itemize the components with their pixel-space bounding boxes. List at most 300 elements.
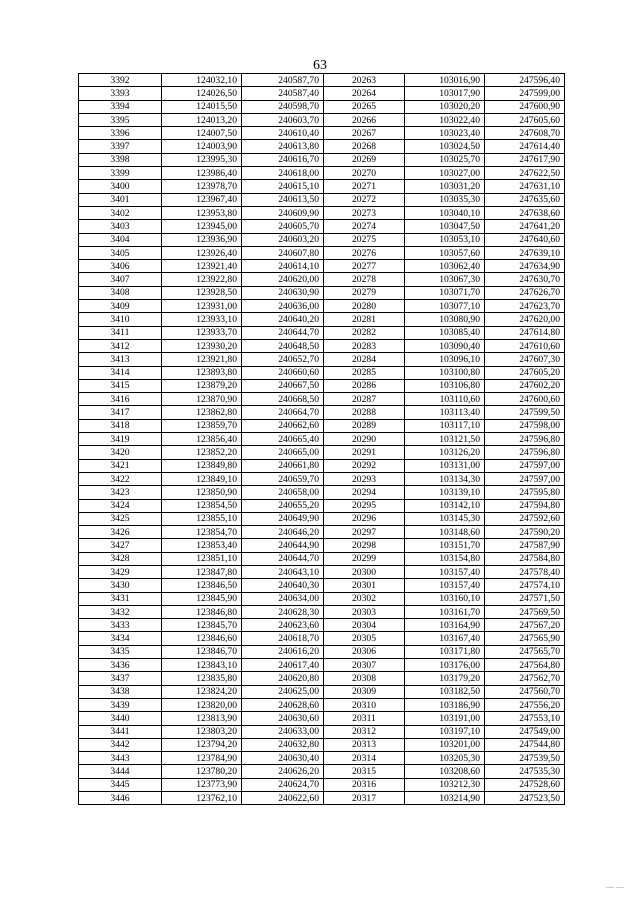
point-number-cell: 3401: [79, 193, 162, 206]
coordinate-cell: 103022,40: [405, 113, 485, 126]
coordinate-cell: 103023,40: [405, 127, 485, 140]
coordinate-cell: 247578,40: [485, 565, 565, 578]
coordinate-cell: 123847,80: [162, 565, 242, 578]
coordinate-cell: 123936,90: [162, 233, 242, 246]
coordinate-cell: 247594,80: [485, 499, 565, 512]
coordinate-cell: 123846,50: [162, 579, 242, 592]
coordinate-cell: 123846,60: [162, 632, 242, 645]
coordinate-cell: 123931,00: [162, 300, 242, 313]
point-number-cell: 3392: [79, 74, 162, 87]
coordinate-cell: 103186,90: [405, 698, 485, 711]
coordinate-cell: 123870,90: [162, 393, 242, 406]
coordinate-cell: 240668,50: [242, 393, 324, 406]
coordinate-cell: 123933,70: [162, 326, 242, 339]
coordinate-cell: 123845,90: [162, 592, 242, 605]
coordinate-cell: 103142,10: [405, 499, 485, 512]
coordinate-cell: 240667,50: [242, 379, 324, 392]
coordinate-cell: 123921,80: [162, 353, 242, 366]
coordinate-cell: 240616,20: [242, 645, 324, 658]
point-number-cell: 3418: [79, 419, 162, 432]
coordinate-cell: 103035,30: [405, 193, 485, 206]
coordinate-cell: 247638,60: [485, 206, 565, 219]
coordinate-cell: 240598,70: [242, 100, 324, 113]
coordinate-cell: 247607,30: [485, 353, 565, 366]
coordinate-cell: 123803,20: [162, 725, 242, 738]
point-number-cell: 20274: [324, 220, 405, 233]
table-row: [79, 698, 565, 711]
table-row: [79, 260, 565, 273]
point-number-cell: 3403: [79, 220, 162, 233]
coordinate-cell: 247599,00: [485, 87, 565, 100]
coordinate-cell: 123928,50: [162, 286, 242, 299]
point-number-cell: 3445: [79, 778, 162, 791]
coordinate-cell: 103121,50: [405, 433, 485, 446]
coordinate-cell: 124026,50: [162, 87, 242, 100]
coordinate-cell: 240646,20: [242, 526, 324, 539]
coordinate-cell: 247596,80: [485, 433, 565, 446]
corner-mark: — —: [606, 882, 624, 891]
coordinate-cell: 247596,80: [485, 446, 565, 459]
table-row: [79, 353, 565, 366]
coordinate-cell: 240624,70: [242, 778, 324, 791]
coordinate-cell: 103151,70: [405, 539, 485, 552]
coordinate-cell: 124007,50: [162, 127, 242, 140]
point-number-cell: 3434: [79, 632, 162, 645]
coordinate-cell: 124003,90: [162, 140, 242, 153]
point-number-cell: 20313: [324, 738, 405, 751]
coordinate-cell: 103179,20: [405, 672, 485, 685]
table-row: [79, 313, 565, 326]
coordinate-cell: 123846,80: [162, 605, 242, 618]
coordinate-cell: 123824,20: [162, 685, 242, 698]
point-number-cell: 20288: [324, 406, 405, 419]
point-number-cell: 3402: [79, 206, 162, 219]
table-row: [79, 765, 565, 778]
point-number-cell: 3426: [79, 526, 162, 539]
coordinate-cell: 240640,30: [242, 579, 324, 592]
table-row: [79, 645, 565, 658]
coordinate-cell: 247597,00: [485, 459, 565, 472]
table-row: [79, 778, 565, 791]
point-number-cell: 20305: [324, 632, 405, 645]
point-number-cell: 3420: [79, 446, 162, 459]
coordinate-cell: 103025,70: [405, 153, 485, 166]
table-row: [79, 180, 565, 193]
coordinate-cell: 247614,40: [485, 140, 565, 153]
point-number-cell: 20314: [324, 752, 405, 765]
coordinate-cell: 103167,40: [405, 632, 485, 645]
point-number-cell: 3442: [79, 738, 162, 751]
table-row: [79, 127, 565, 140]
point-number-cell: 3435: [79, 645, 162, 658]
point-number-cell: 3444: [79, 765, 162, 778]
coordinate-cell: 247574,10: [485, 579, 565, 592]
coordinate-cell: 103077,10: [405, 300, 485, 313]
point-number-cell: 3430: [79, 579, 162, 592]
coordinate-cell: 103110,60: [405, 393, 485, 406]
coordinate-cell: 247623,70: [485, 300, 565, 313]
coordinate-cell: 240644,70: [242, 326, 324, 339]
coordinate-cell: 247560,70: [485, 685, 565, 698]
coordinate-cell: 123856,40: [162, 433, 242, 446]
point-number-cell: 3407: [79, 273, 162, 286]
coordinate-cell: 240626,20: [242, 765, 324, 778]
coordinate-cell: 123845,70: [162, 619, 242, 632]
coordinate-cell: 123762,10: [162, 792, 242, 805]
coordinate-cell: 123813,90: [162, 712, 242, 725]
coordinate-cell: 123859,70: [162, 419, 242, 432]
coordinate-cell: 123849,10: [162, 472, 242, 485]
coordinate-cell: 123850,90: [162, 486, 242, 499]
table-row: [79, 659, 565, 672]
coordinate-cell: 103154,80: [405, 552, 485, 565]
coordinate-cell: 123849,80: [162, 459, 242, 472]
coordinate-cell: 103139,10: [405, 486, 485, 499]
table-row: [79, 752, 565, 765]
coordinate-cell: 247564,80: [485, 659, 565, 672]
coordinate-cell: 247562,70: [485, 672, 565, 685]
table-row: [79, 486, 565, 499]
point-number-cell: 20281: [324, 313, 405, 326]
point-number-cell: 3425: [79, 512, 162, 525]
coordinate-cell: 247614,80: [485, 326, 565, 339]
point-number-cell: 3400: [79, 180, 162, 193]
coordinate-cell: 240620,80: [242, 672, 324, 685]
coordinate-cell: 123854,70: [162, 526, 242, 539]
coordinate-cell: 240649,90: [242, 512, 324, 525]
point-number-cell: 20289: [324, 419, 405, 432]
point-number-cell: 20310: [324, 698, 405, 711]
coordinate-cell: 103161,70: [405, 605, 485, 618]
coordinate-cell: 247641,20: [485, 220, 565, 233]
point-number-cell: 20283: [324, 339, 405, 352]
point-number-cell: 20279: [324, 286, 405, 299]
coordinate-cell: 240614,10: [242, 260, 324, 273]
coordinate-cell: 123854,50: [162, 499, 242, 512]
table-row: [79, 499, 565, 512]
coordinate-cell: 123846,70: [162, 645, 242, 658]
table-row: [79, 167, 565, 180]
point-number-cell: 3422: [79, 472, 162, 485]
table-row: [79, 366, 565, 379]
table-row: [79, 140, 565, 153]
coordinate-cell: 124013,20: [162, 113, 242, 126]
coordinate-cell: 240587,70: [242, 74, 324, 87]
table-row: [79, 552, 565, 565]
coordinate-cell: 103157,40: [405, 565, 485, 578]
coordinate-cell: 247626,70: [485, 286, 565, 299]
coordinate-cell: 103212,30: [405, 778, 485, 791]
coordinate-cell: 247610,60: [485, 339, 565, 352]
coordinate-cell: 247605,20: [485, 366, 565, 379]
coordinate-cell: 240655,20: [242, 499, 324, 512]
coordinate-cell: 240622,60: [242, 792, 324, 805]
coordinate-cell: 103016,90: [405, 74, 485, 87]
point-number-cell: 3406: [79, 260, 162, 273]
point-number-cell: 20282: [324, 326, 405, 339]
point-number-cell: 20299: [324, 552, 405, 565]
coordinate-cell: 123893,80: [162, 366, 242, 379]
coordinate-cell: 240609,90: [242, 206, 324, 219]
coordinate-cell: 123820,00: [162, 698, 242, 711]
coordinate-cell: 240615,10: [242, 180, 324, 193]
point-number-cell: 3408: [79, 286, 162, 299]
table-row: [79, 459, 565, 472]
point-number-cell: 20275: [324, 233, 405, 246]
coordinate-cell: 240662,60: [242, 419, 324, 432]
coordinate-cell: 124032,10: [162, 74, 242, 87]
point-number-cell: 3417: [79, 406, 162, 419]
coordinate-cell: 240628,30: [242, 605, 324, 618]
point-number-cell: 3429: [79, 565, 162, 578]
coordinate-cell: 103205,30: [405, 752, 485, 765]
coordinate-cell: 240665,40: [242, 433, 324, 446]
coordinate-cell: 247634,90: [485, 260, 565, 273]
point-number-cell: 20264: [324, 87, 405, 100]
point-number-cell: 20307: [324, 659, 405, 672]
point-number-cell: 20311: [324, 712, 405, 725]
point-number-cell: 3421: [79, 459, 162, 472]
point-number-cell: 3427: [79, 539, 162, 552]
coordinate-cell: 103171,80: [405, 645, 485, 658]
coordinate-cell: 123835,80: [162, 672, 242, 685]
coordinate-cell: 240618,00: [242, 167, 324, 180]
table-row: [79, 286, 565, 299]
coordinate-cell: 240623,60: [242, 619, 324, 632]
table-row: [79, 605, 565, 618]
coordinate-cell: 247523,50: [485, 792, 565, 805]
coordinate-cell: 240620,00: [242, 273, 324, 286]
coordinate-cell: 123773,90: [162, 778, 242, 791]
coordinate-cell: 247549,00: [485, 725, 565, 738]
point-number-cell: 3432: [79, 605, 162, 618]
coordinate-cell: 123953,80: [162, 206, 242, 219]
point-number-cell: 20271: [324, 180, 405, 193]
table-row: [79, 738, 565, 751]
point-number-cell: 3428: [79, 552, 162, 565]
coordinate-cell: 240664,70: [242, 406, 324, 419]
coordinate-cell: 247605,60: [485, 113, 565, 126]
table-row: [79, 565, 565, 578]
point-number-cell: 20280: [324, 300, 405, 313]
point-number-cell: 3414: [79, 366, 162, 379]
coordinate-cell: 247556,20: [485, 698, 565, 711]
point-number-cell: 20284: [324, 353, 405, 366]
coordinate-cell: 240644,90: [242, 539, 324, 552]
point-number-cell: 3393: [79, 87, 162, 100]
coordinates-table: [78, 73, 565, 805]
coordinate-cell: 123843,10: [162, 659, 242, 672]
coordinate-cell: 247635,60: [485, 193, 565, 206]
table-row: [79, 419, 565, 432]
point-number-cell: 3411: [79, 326, 162, 339]
coordinate-cell: 103182,50: [405, 685, 485, 698]
coordinates-table-body: [79, 74, 565, 805]
coordinate-cell: 103145,30: [405, 512, 485, 525]
coordinate-cell: 240613,50: [242, 193, 324, 206]
table-row: [79, 619, 565, 632]
coordinate-cell: 123851,10: [162, 552, 242, 565]
point-number-cell: 20294: [324, 486, 405, 499]
point-number-cell: 3405: [79, 246, 162, 259]
table-row: [79, 433, 565, 446]
point-number-cell: 20267: [324, 127, 405, 140]
coordinate-cell: 240652,70: [242, 353, 324, 366]
coordinate-cell: 240603,20: [242, 233, 324, 246]
coordinate-cell: 103071,70: [405, 286, 485, 299]
point-number-cell: 20300: [324, 565, 405, 578]
table-row: [79, 74, 565, 87]
point-number-cell: 20276: [324, 246, 405, 259]
point-number-cell: 20309: [324, 685, 405, 698]
point-number-cell: 3397: [79, 140, 162, 153]
table-row: [79, 725, 565, 738]
point-number-cell: 20287: [324, 393, 405, 406]
point-number-cell: 3437: [79, 672, 162, 685]
coordinate-cell: 247600,90: [485, 100, 565, 113]
coordinate-cell: 247553,10: [485, 712, 565, 725]
coordinate-cell: 240633,00: [242, 725, 324, 738]
point-number-cell: 20270: [324, 167, 405, 180]
coordinate-cell: 123978,70: [162, 180, 242, 193]
table-row: [79, 153, 565, 166]
table-row: [79, 273, 565, 286]
coordinate-cell: 240617,40: [242, 659, 324, 672]
point-number-cell: 3409: [79, 300, 162, 313]
coordinate-cell: 123862,80: [162, 406, 242, 419]
point-number-cell: 20290: [324, 433, 405, 446]
point-number-cell: 20295: [324, 499, 405, 512]
coordinate-cell: 103057,60: [405, 246, 485, 259]
table-row: [79, 100, 565, 113]
table-row: [79, 632, 565, 645]
table-row: [79, 526, 565, 539]
point-number-cell: 20317: [324, 792, 405, 805]
point-number-cell: 20292: [324, 459, 405, 472]
coordinate-cell: 103047,50: [405, 220, 485, 233]
coordinate-cell: 103131,00: [405, 459, 485, 472]
point-number-cell: 20304: [324, 619, 405, 632]
coordinate-cell: 123780,20: [162, 765, 242, 778]
table-row: [79, 672, 565, 685]
table-row: [79, 87, 565, 100]
coordinate-cell: 103067,30: [405, 273, 485, 286]
coordinate-cell: 123995,30: [162, 153, 242, 166]
point-number-cell: 20303: [324, 605, 405, 618]
coordinate-cell: 240648,50: [242, 339, 324, 352]
point-number-cell: 20263: [324, 74, 405, 87]
point-number-cell: 3441: [79, 725, 162, 738]
coordinate-cell: 247631,10: [485, 180, 565, 193]
coordinate-cell: 123852,20: [162, 446, 242, 459]
coordinate-cell: 240634,00: [242, 592, 324, 605]
table-row: [79, 446, 565, 459]
coordinate-cell: 240630,60: [242, 712, 324, 725]
coordinate-cell: 103126,20: [405, 446, 485, 459]
point-number-cell: 3433: [79, 619, 162, 632]
table-row: [79, 233, 565, 246]
coordinate-cell: 247584,80: [485, 552, 565, 565]
coordinate-cell: 123933,10: [162, 313, 242, 326]
point-number-cell: 20298: [324, 539, 405, 552]
point-number-cell: 20269: [324, 153, 405, 166]
coordinate-cell: 103160,10: [405, 592, 485, 605]
coordinate-cell: 247544,80: [485, 738, 565, 751]
coordinate-cell: 103017,90: [405, 87, 485, 100]
point-number-cell: 3395: [79, 113, 162, 126]
point-number-cell: 3416: [79, 393, 162, 406]
coordinate-cell: 103090,40: [405, 339, 485, 352]
point-number-cell: 3446: [79, 792, 162, 805]
coordinate-cell: 247639,10: [485, 246, 565, 259]
point-number-cell: 20302: [324, 592, 405, 605]
coordinate-cell: 103134,30: [405, 472, 485, 485]
coordinate-cell: 240640,20: [242, 313, 324, 326]
point-number-cell: 20266: [324, 113, 405, 126]
coordinate-cell: 247590,20: [485, 526, 565, 539]
coordinate-cell: 247620,00: [485, 313, 565, 326]
table-row: [79, 712, 565, 725]
coordinate-cell: 240605,70: [242, 220, 324, 233]
point-number-cell: 3419: [79, 433, 162, 446]
point-number-cell: 3439: [79, 698, 162, 711]
table-row: [79, 193, 565, 206]
coordinate-cell: 247622,50: [485, 167, 565, 180]
table-row: [79, 300, 565, 313]
coordinate-cell: 247565,70: [485, 645, 565, 658]
point-number-cell: 20286: [324, 379, 405, 392]
coordinate-cell: 240644,70: [242, 552, 324, 565]
coordinate-cell: 247565,90: [485, 632, 565, 645]
point-number-cell: 20273: [324, 206, 405, 219]
coordinate-cell: 103085,40: [405, 326, 485, 339]
coordinate-cell: 240613,80: [242, 140, 324, 153]
coordinate-cell: 247602,20: [485, 379, 565, 392]
coordinate-cell: 247600,60: [485, 393, 565, 406]
table-row: [79, 792, 565, 805]
point-number-cell: 20277: [324, 260, 405, 273]
point-number-cell: 3423: [79, 486, 162, 499]
point-number-cell: 20272: [324, 193, 405, 206]
coordinate-cell: 103040,10: [405, 206, 485, 219]
coordinate-cell: 240643,10: [242, 565, 324, 578]
coordinate-cell: 123853,40: [162, 539, 242, 552]
point-number-cell: 20306: [324, 645, 405, 658]
page-number: 63: [313, 58, 327, 73]
point-number-cell: 3440: [79, 712, 162, 725]
table-row: [79, 393, 565, 406]
coordinate-cell: 123967,40: [162, 193, 242, 206]
coordinate-cell: 103117,10: [405, 419, 485, 432]
coordinate-cell: 103096,10: [405, 353, 485, 366]
table-row: [79, 472, 565, 485]
table-row: [79, 379, 565, 392]
coordinate-cell: 103027,00: [405, 167, 485, 180]
coordinate-cell: 103157,40: [405, 579, 485, 592]
coordinate-cell: 247592,60: [485, 512, 565, 525]
point-number-cell: 20265: [324, 100, 405, 113]
coordinate-cell: 103176,00: [405, 659, 485, 672]
coordinate-cell: 123784,90: [162, 752, 242, 765]
coordinate-cell: 247567,20: [485, 619, 565, 632]
point-number-cell: 3415: [79, 379, 162, 392]
coordinate-cell: 240636,00: [242, 300, 324, 313]
point-number-cell: 3399: [79, 167, 162, 180]
coordinate-cell: 240630,90: [242, 286, 324, 299]
table-row: [79, 339, 565, 352]
coordinate-cell: 247587,90: [485, 539, 565, 552]
coordinate-cell: 240665,00: [242, 446, 324, 459]
